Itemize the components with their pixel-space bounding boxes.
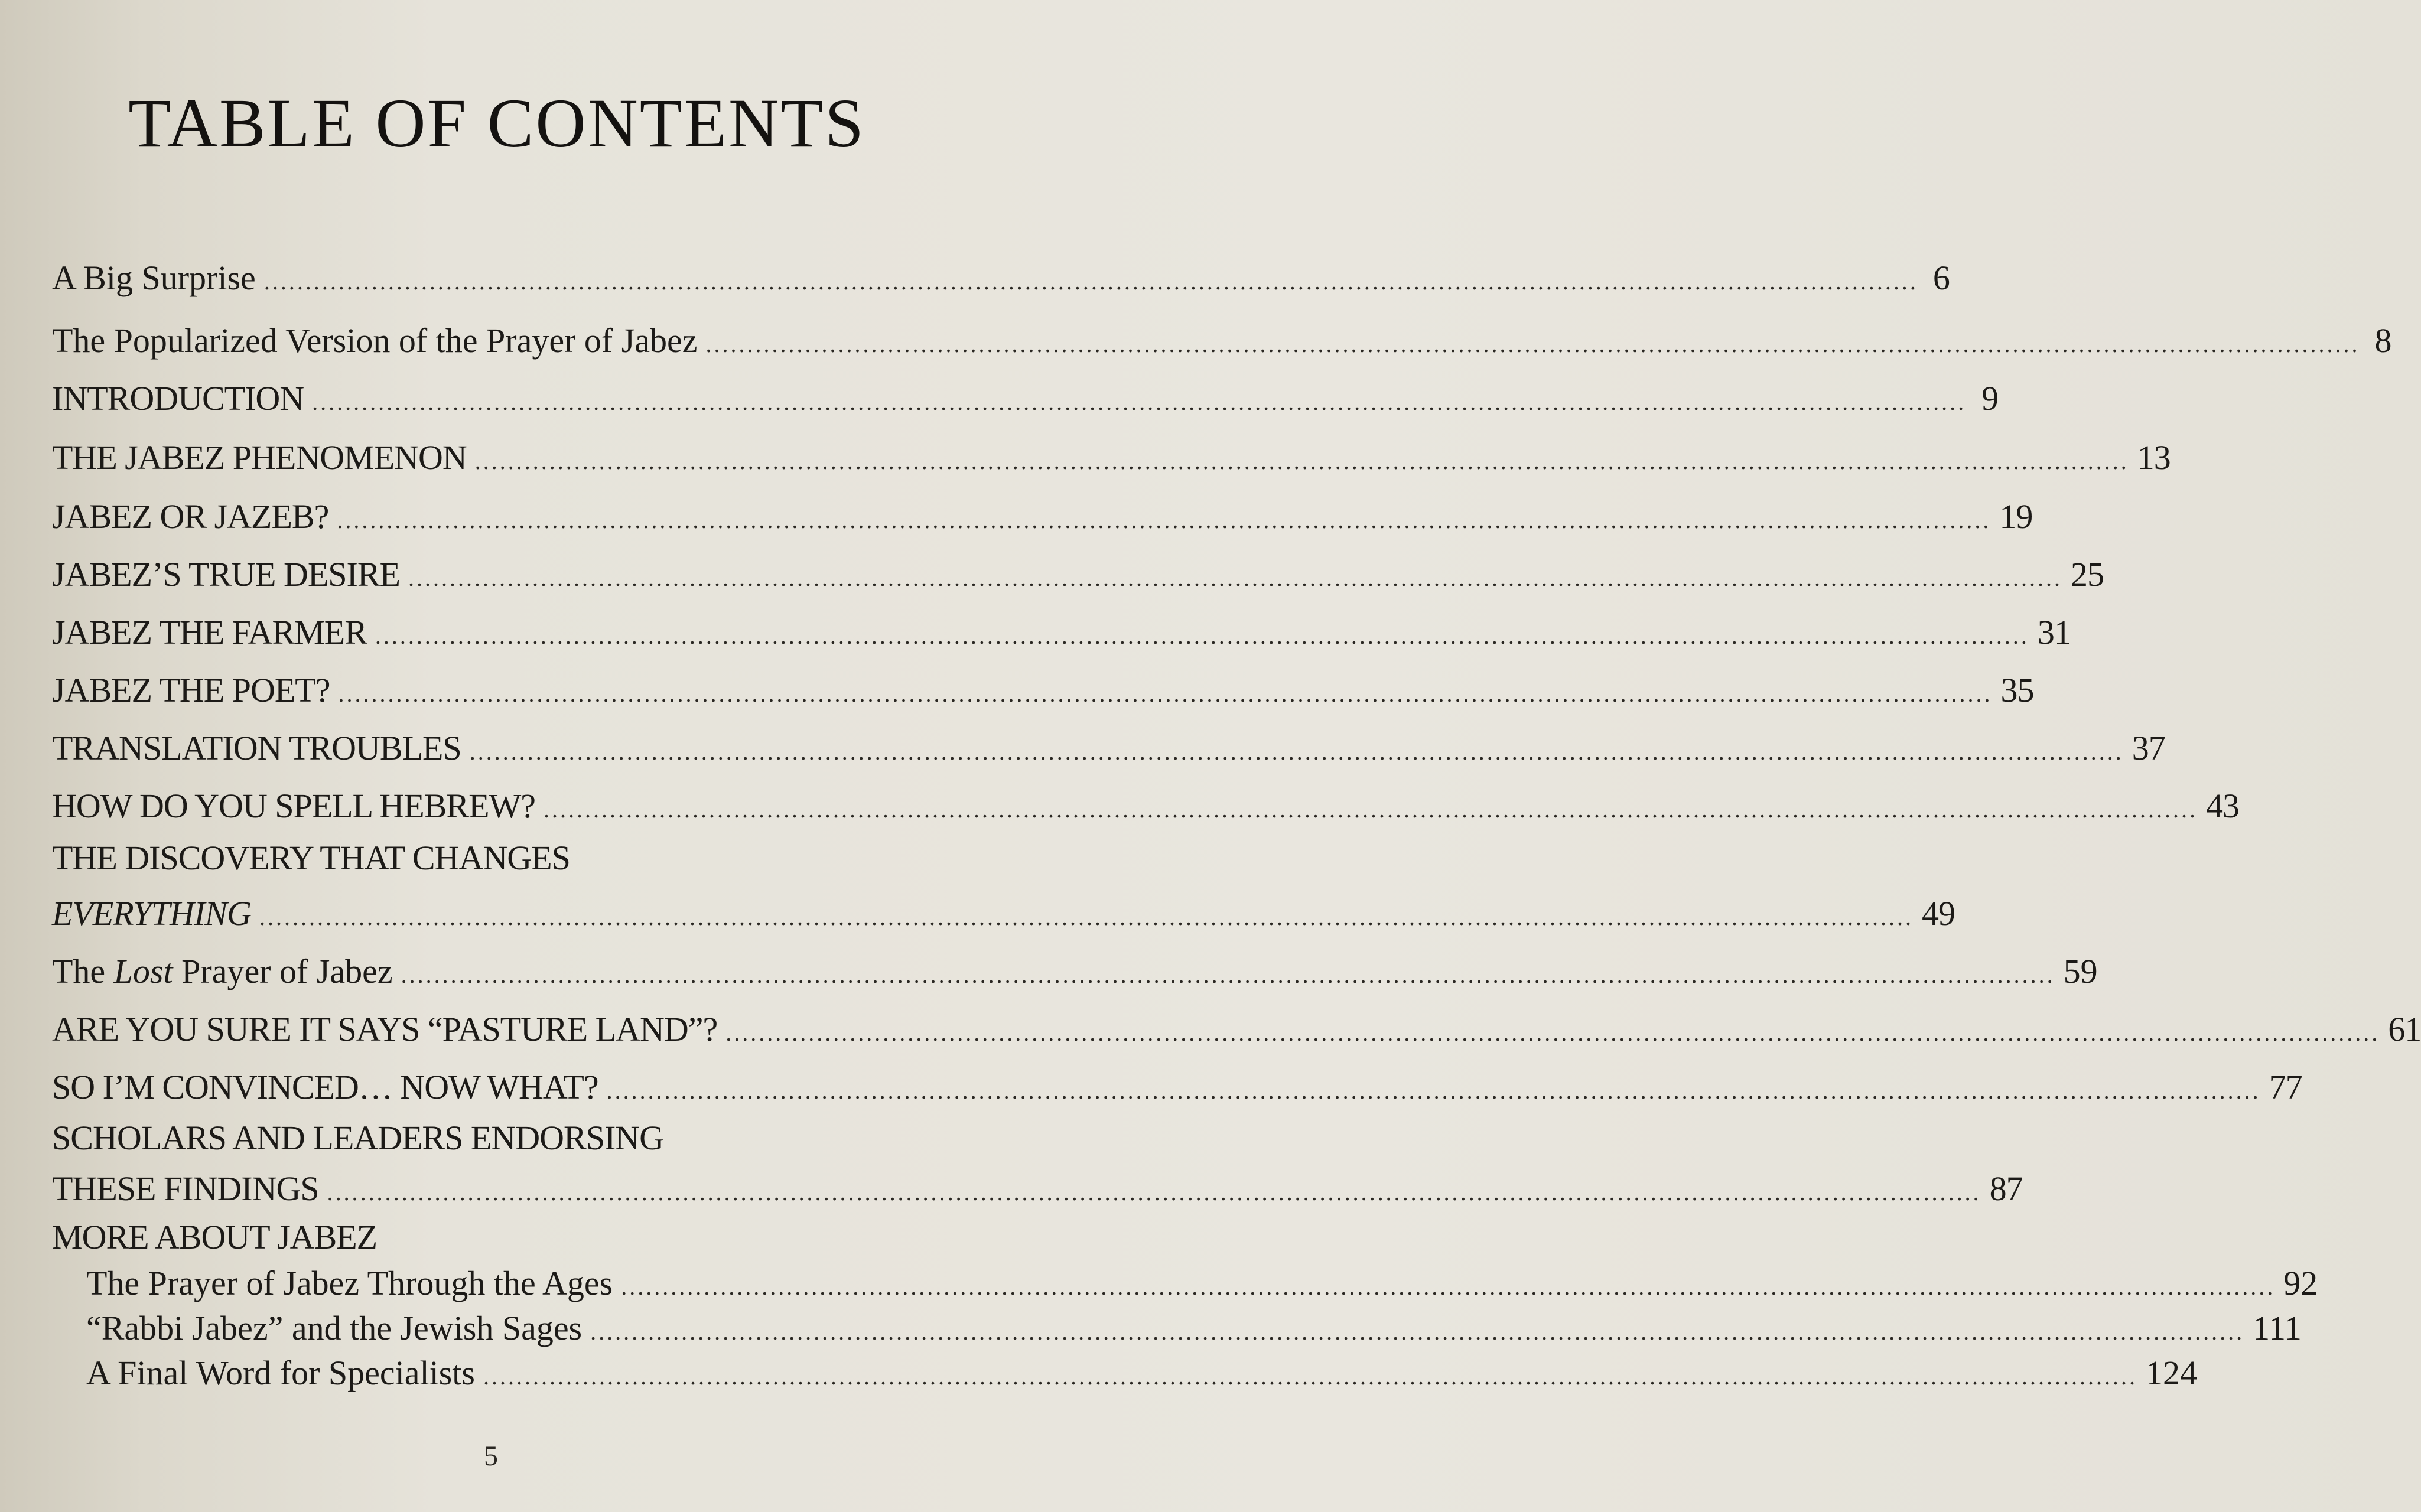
table-of-contents	[52, 0, 2421, 1512]
leader-dots: ........................................................................................................................................................................................................	[474, 448, 2129, 474]
leader-dots: ........................................................................................................................................................................................................	[327, 1179, 1981, 1205]
toc-entry	[52, 952, 2098, 990]
toc-entry-page: 43	[2206, 787, 2239, 825]
toc-entry-page: 59	[2063, 952, 2098, 990]
toc-entry-page: 49	[1921, 894, 1955, 933]
toc-entry-page: 92	[2283, 1264, 2318, 1302]
toc-subentry	[86, 1354, 2197, 1392]
toc-entry-label: The Prayer of Jabez Through the Ages	[86, 1264, 613, 1302]
toc-entry	[52, 497, 2033, 536]
leader-dots: ........................................................................................................................................................................................................	[705, 331, 2360, 357]
toc-entry	[52, 671, 2034, 709]
toc-entry-label: JABEZ’S TRUE DESIRE	[52, 555, 400, 594]
toc-entry-page: 35	[2000, 671, 2034, 709]
toc-entry-page: 6	[1932, 259, 1950, 297]
leader-dots: ........................................................................................................................................................................................................	[401, 962, 2055, 988]
toc-subentry	[86, 1264, 2318, 1302]
toc-entry	[52, 894, 1955, 933]
toc-entry-label-post: Prayer of Jabez	[173, 952, 393, 990]
toc-entry	[52, 379, 1999, 418]
leader-dots: ........................................................................................................................................................................................................	[469, 738, 2124, 765]
leader-dots: ........................................................................................................................................................................................................	[337, 507, 1992, 533]
toc-entry	[52, 555, 2104, 594]
leader-dots: ........................................................................................................................................................................................................	[544, 796, 2198, 823]
leader-dots: ........................................................................................................................................................................................................	[312, 389, 1967, 415]
toc-entry-page: 9	[1981, 379, 1999, 418]
toc-entry	[52, 321, 2392, 360]
toc-entry-page: 111	[2253, 1309, 2302, 1347]
toc-entry	[52, 787, 2239, 825]
leader-dots: ........................................................................................................................................................................................................	[259, 904, 1914, 930]
toc-entry-label: “Rabbi Jabez” and the Jewish Sages	[86, 1309, 583, 1347]
toc-section-heading: MORE ABOUT JABEZ	[52, 1218, 378, 1256]
toc-entry	[52, 1068, 2302, 1106]
toc-entry-page: 8	[2374, 321, 2392, 360]
toc-entry-label: THESE FINDINGS	[52, 1169, 319, 1208]
toc-entry-label-italic: Lost	[113, 952, 173, 990]
toc-entry-label: TRANSLATION TROUBLES	[52, 729, 461, 767]
page-title: TABLE OF CONTENTS	[128, 84, 865, 162]
toc-entry-label: HOW DO YOU SPELL HEBREW?	[52, 787, 535, 825]
leader-dots: ........................................................................................................................................................................................................	[263, 268, 1918, 295]
toc-entry	[52, 1169, 2023, 1208]
leader-dots: ........................................................................................................................................................................................................	[375, 623, 2029, 649]
toc-entry-label: EVERYTHING	[52, 894, 251, 933]
leader-dots: ........................................................................................................................................................................................................	[606, 1077, 2261, 1104]
toc-entry-page: 77	[2269, 1068, 2302, 1106]
toc-entry-label	[52, 954, 393, 989]
toc-entry-label: ARE YOU SURE IT SAYS “PASTURE LAND”?	[52, 1010, 718, 1048]
toc-entry-label: JABEZ OR JAZEB?	[52, 497, 329, 536]
leader-dots: ........................................................................................................................................................................................................	[483, 1363, 2137, 1390]
page-number: 5	[484, 1441, 498, 1472]
leader-dots: ........................................................................................................................................................................................................	[338, 680, 1993, 707]
leader-dots: ........................................................................................................................................................................................................	[621, 1273, 2276, 1300]
toc-entry	[52, 729, 2165, 767]
toc-entry-label: The Popularized Version of the Prayer of Jabez	[52, 321, 698, 360]
toc-entry-page: 124	[2146, 1354, 2197, 1392]
toc-entry-label: JABEZ THE FARMER	[52, 613, 367, 651]
toc-entry-first-line: THE DISCOVERY THAT CHANGES	[52, 839, 570, 877]
toc-entry	[52, 259, 1950, 297]
leader-dots: ........................................................................................................................................................................................................	[725, 1019, 2380, 1046]
toc-entry-label: SO I’M CONVINCED… NOW WHAT?	[52, 1068, 598, 1106]
toc-entry-page: 13	[2137, 438, 2171, 477]
toc-entry-label: INTRODUCTION	[52, 379, 304, 418]
toc-subentry	[86, 1309, 2302, 1347]
toc-entry-page: 61	[2388, 1010, 2421, 1048]
toc-entry	[52, 1010, 2421, 1048]
leader-dots: ........................................................................................................................................................................................................	[590, 1318, 2245, 1345]
toc-entry-page: 25	[2070, 555, 2104, 594]
toc-entry-first-line: SCHOLARS AND LEADERS ENDORSING	[52, 1119, 664, 1157]
toc-entry-label: THE JABEZ PHENOMENON	[52, 438, 467, 477]
leader-dots: ........................................................................................................................................................................................................	[408, 565, 2062, 591]
toc-entry-page: 19	[1999, 497, 2033, 536]
toc-entry-page: 31	[2037, 613, 2071, 651]
toc-entry-page: 87	[1989, 1169, 2023, 1208]
toc-entry-label: A Big Surprise	[52, 259, 256, 297]
toc-entry-page: 37	[2132, 729, 2165, 767]
toc-entry-label: JABEZ THE POET?	[52, 671, 330, 709]
toc-entry	[52, 613, 2071, 651]
toc-entry-label: A Final Word for Specialists	[86, 1354, 475, 1392]
toc-entry	[52, 438, 2171, 477]
toc-entry-label-pre: The	[52, 952, 114, 990]
